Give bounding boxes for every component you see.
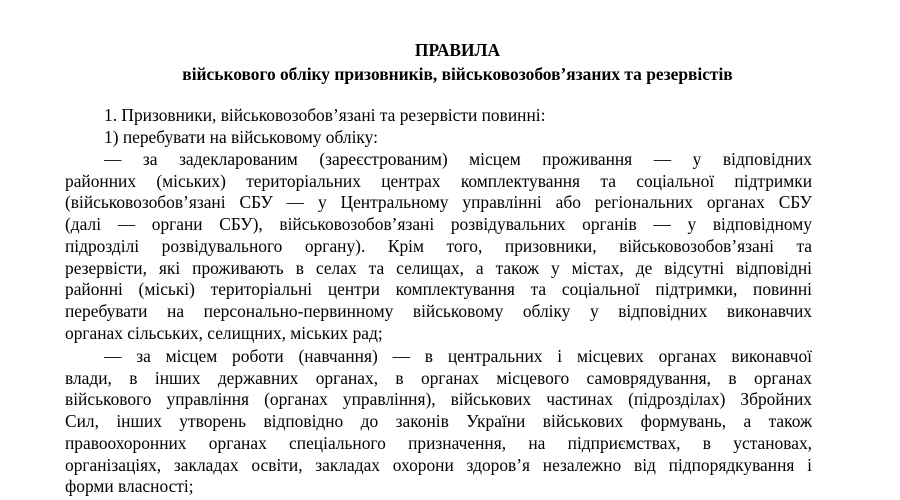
paragraph-4-line: влади, в інших державних органах, в органах місцевого самоврядування, в органах xyxy=(65,367,812,388)
paragraph-4-line: форми власності; xyxy=(65,476,194,497)
paragraph-3 xyxy=(65,149,812,344)
paragraph-4-line: військового управління (органах управління), військових частинах (підрозділах) Збройних xyxy=(65,389,812,410)
paragraph-3-line: районних (міських) територіальних центрах комплектування та соціальної підтримки xyxy=(65,170,812,191)
paragraph-4-line: Сил, інших утворень відповідно до законів України військових формувань, а також xyxy=(65,411,812,432)
paragraph-3-line: органах сільських, селищних, міських рад; xyxy=(65,322,383,343)
paragraph-3-line: (військовозобов’язані СБУ — у Центральному управлінні або регіональних органах СБУ xyxy=(65,192,812,213)
document-subtitle: військового обліку призовників, військовозобов’язаних та резервістів xyxy=(182,64,733,84)
paragraph-4 xyxy=(65,346,812,498)
paragraph-1: 1. Призовники, військовозобов’язані та резервісти повинні: xyxy=(104,105,546,125)
paragraph-3-line: — за задекларованим (зареєстрованим) місцем проживання — у відповідних xyxy=(104,149,812,169)
paragraph-3-line: підрозділі розвідувального органу). Крім того, призовники, військовозобов’язані та xyxy=(65,235,812,256)
document-title: ПРАВИЛА xyxy=(414,40,501,60)
paragraph-3-line: резервісти, які проживають в селах та селищах, а також у містах, де відсутні відповідні xyxy=(65,257,812,278)
paragraph-2: 1) перебувати на військовому обліку: xyxy=(104,127,378,147)
paragraph-4-line: правоохоронних органах спеціального призначення, на підприємствах, в установах, xyxy=(65,432,812,453)
paragraph-4-line: — за місцем роботи (навчання) — в центральних і місцевих органах виконавчої xyxy=(104,346,812,366)
paragraph-3-line: перебувати на персонально-первинному військовому обліку у відповідних виконавчих xyxy=(65,300,812,321)
paragraph-3-line: (далі — органи СБУ), військовозобов’язані розвідувальних органів — у відповідному xyxy=(65,214,812,235)
paragraph-4-line: організаціях, закладах освіти, закладах охорони здоров’я незалежно від підпорядкування і xyxy=(65,454,812,475)
paragraph-3-line: районні (міські) територіальні центри комплектування та соціальної підтримки, повинні xyxy=(65,279,812,300)
